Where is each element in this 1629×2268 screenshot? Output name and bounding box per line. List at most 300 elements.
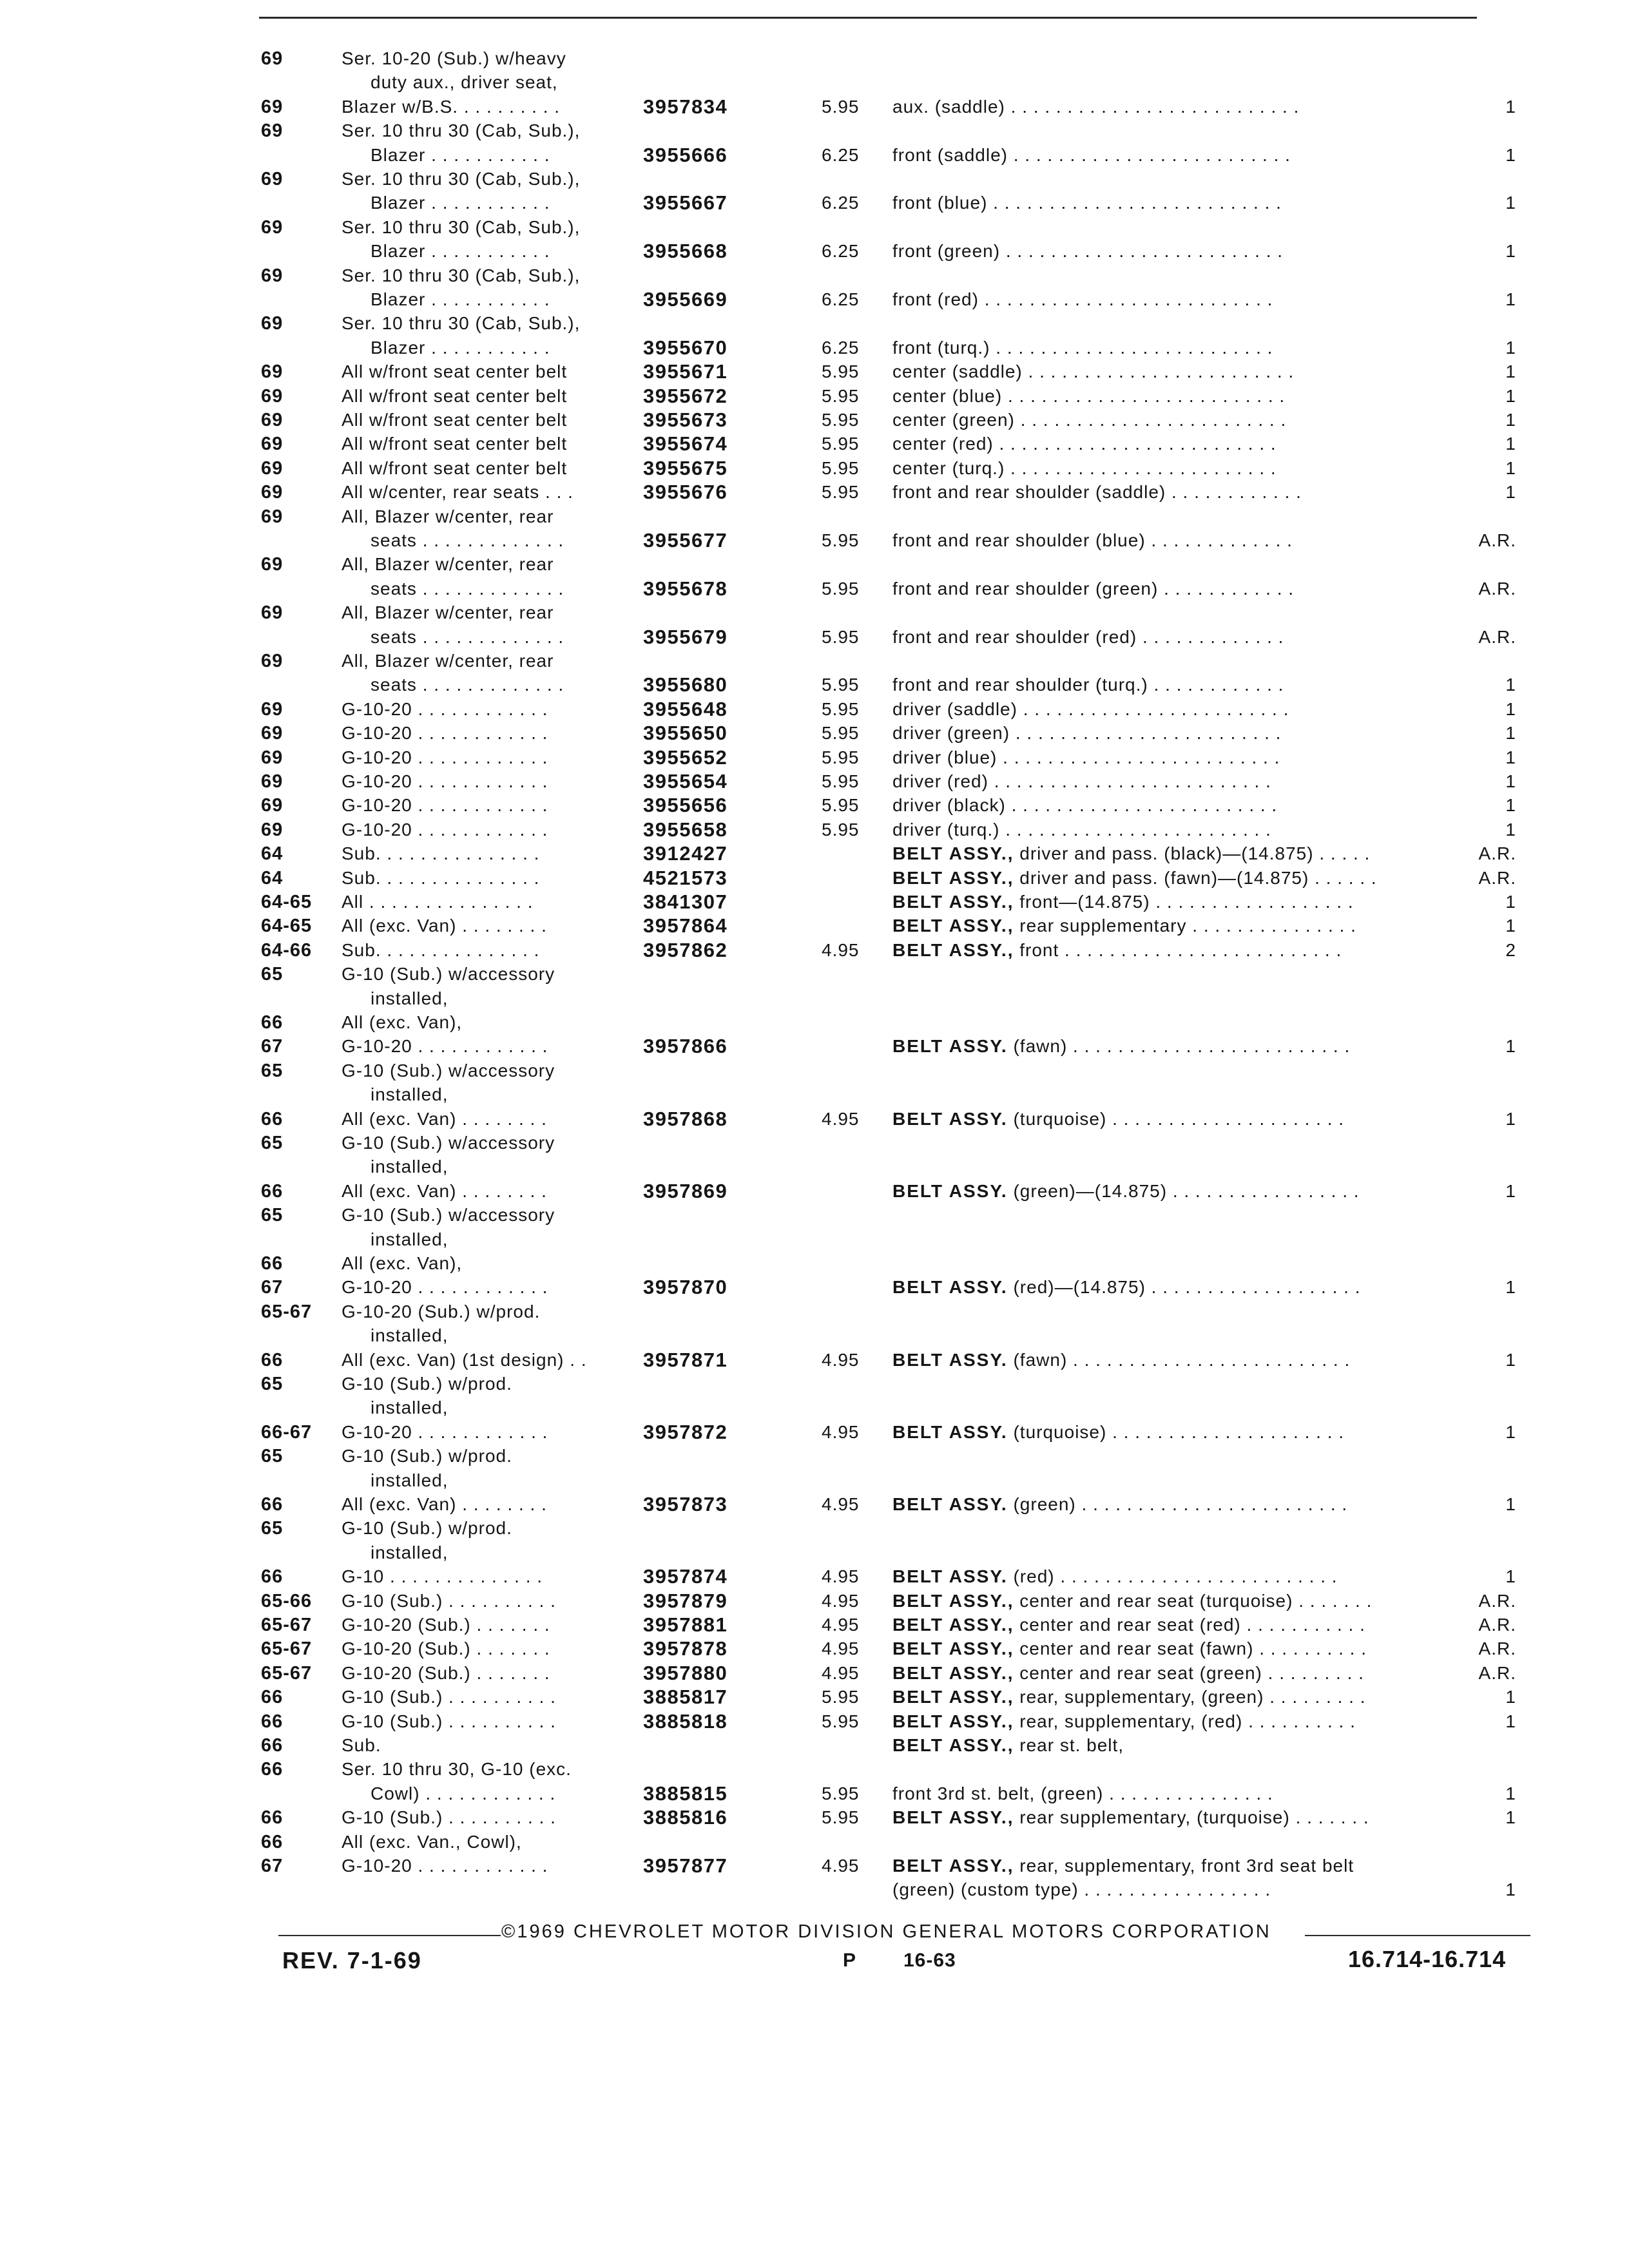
- application: All (exc. Van) . . . . . . . .: [342, 916, 547, 936]
- quantity: 1: [1505, 193, 1516, 213]
- application: G-10 (Sub.) w/accessory: [342, 1133, 555, 1153]
- description-heading: BELT ASSY.,: [892, 940, 1014, 960]
- application: Sub.: [342, 1735, 381, 1755]
- table-row: [0, 191, 1629, 215]
- part-number: 3912427: [643, 842, 728, 865]
- application: G-10 . . . . . . . . . . . . . .: [342, 1566, 543, 1586]
- application: G-10 (Sub.) w/accessory: [342, 1205, 555, 1225]
- table-row: [0, 914, 1629, 938]
- application: G-10-20 . . . . . . . . . . . .: [342, 723, 548, 743]
- table-row: [0, 1637, 1629, 1661]
- description-text: (fawn) . . . . . . . . . . . . . . . . . . . . . . . . .: [1013, 1350, 1351, 1370]
- table-row: [0, 239, 1629, 264]
- model-year: 66: [261, 1350, 284, 1370]
- quantity: A.R.: [1478, 579, 1516, 599]
- part-number: 3841307: [643, 890, 728, 913]
- quantity: 1: [1505, 892, 1516, 912]
- quantity: A.R.: [1478, 1639, 1516, 1658]
- application: G-10-20 . . . . . . . . . . . .: [342, 1277, 548, 1297]
- description-text: (turquoise) . . . . . . . . . . . . . . . . . . . . .: [1013, 1109, 1345, 1129]
- model-year: 65-67: [261, 1639, 313, 1659]
- description-text: center and rear seat (red) . . . . . . . . . . .: [1019, 1615, 1365, 1635]
- description-heading: BELT ASSY.: [892, 1277, 1008, 1297]
- application: All w/front seat center belt: [342, 458, 568, 478]
- part-number: 3955648: [643, 698, 728, 720]
- part-number: 3955658: [643, 818, 728, 841]
- table-row: [0, 1564, 1629, 1589]
- list-price: 4.95: [822, 1494, 860, 1514]
- part-number: 3955670: [643, 336, 728, 359]
- application: Sub. . . . . . . . . . . . . . .: [342, 868, 540, 888]
- table-row: [0, 866, 1629, 890]
- list-price: 5.95: [822, 386, 860, 406]
- part-number: 4521573: [643, 867, 728, 889]
- revision-date: REV. 7-1-69: [282, 1947, 422, 1974]
- description-text: driver and pass. (black)—(14.875) . . . . .: [1019, 843, 1371, 863]
- description: [892, 1492, 1347, 1517]
- description: [892, 721, 1281, 745]
- application: installed,: [371, 1157, 448, 1177]
- part-number: 3957879: [643, 1590, 728, 1612]
- part-number: 3955654: [643, 770, 728, 793]
- description: [892, 914, 1356, 938]
- list-price: 4.95: [822, 1422, 860, 1442]
- description: [892, 673, 1284, 697]
- quantity: 1: [1505, 1277, 1516, 1297]
- quantity: 1: [1505, 458, 1516, 478]
- part-number: 3957873: [643, 1493, 728, 1515]
- table-row: [0, 505, 1629, 529]
- table-row: [0, 408, 1629, 432]
- description-text: front and rear shoulder (turq.) . . . . . . . . . . . .: [892, 675, 1284, 695]
- table-row: [0, 1155, 1629, 1179]
- table-row: [0, 625, 1629, 649]
- table-row: [0, 1709, 1629, 1734]
- part-number: 3957869: [643, 1180, 728, 1202]
- table-row: [0, 841, 1629, 866]
- table-row: [0, 1059, 1629, 1083]
- description-text: driver (red) . . . . . . . . . . . . . . . . . . . . . . . . .: [892, 771, 1271, 791]
- list-price: 6.25: [822, 289, 860, 309]
- part-number: 3955672: [643, 385, 728, 407]
- model-year: 66: [261, 1735, 284, 1756]
- description-text: driver (green) . . . . . . . . . . . . . . . . . . . . . . . .: [892, 723, 1282, 743]
- list-price: 5.95: [822, 1711, 860, 1731]
- footer-rule-right: [1305, 1935, 1530, 1936]
- description-text: (green) . . . . . . . . . . . . . . . . . . . . . . . .: [1013, 1494, 1348, 1514]
- description-heading: BELT ASSY.,: [892, 1856, 1014, 1876]
- quantity: 1: [1505, 820, 1516, 840]
- quantity: 1: [1505, 482, 1516, 502]
- quantity: 1: [1505, 675, 1516, 695]
- quantity: 1: [1505, 241, 1516, 261]
- application: Ser. 10 thru 30 (Cab, Sub.),: [342, 217, 581, 237]
- description: [892, 480, 1302, 505]
- quantity: 1: [1505, 916, 1516, 936]
- application: G-10-20 . . . . . . . . . . . .: [342, 747, 548, 767]
- description-text: front (blue) . . . . . . . . . . . . . . . . . . . . . . . . . .: [892, 193, 1282, 213]
- table-row: [0, 1300, 1629, 1324]
- table-row: [0, 1010, 1629, 1035]
- quantity: 1: [1505, 97, 1516, 117]
- description-text: driver (black) . . . . . . . . . . . . . . . . . . . . . . . .: [892, 795, 1278, 815]
- application: All . . . . . . . . . . . . . . .: [342, 892, 534, 912]
- application: All, Blazer w/center, rear: [342, 602, 554, 622]
- model-year: 69: [261, 651, 284, 671]
- table-row: [0, 311, 1629, 336]
- model-year: 69: [261, 217, 284, 238]
- table-row: [0, 1589, 1629, 1613]
- model-year: 66: [261, 1807, 284, 1828]
- page-number: 16-63: [903, 1950, 956, 1971]
- description: [892, 1589, 1372, 1613]
- application: G-10-20 (Sub.) . . . . . . .: [342, 1663, 550, 1683]
- description: [892, 1854, 1354, 1878]
- table-row: [0, 360, 1629, 384]
- description-text: rear st. belt,: [1019, 1735, 1124, 1755]
- list-price: 4.95: [822, 940, 860, 960]
- list-price: 5.95: [822, 579, 860, 599]
- application: G-10-20 . . . . . . . . . . . .: [342, 820, 548, 840]
- list-price: 4.95: [822, 1350, 860, 1370]
- table-row: [0, 95, 1629, 119]
- quantity: 1: [1505, 289, 1516, 309]
- description: [892, 239, 1283, 264]
- part-number: 3957866: [643, 1035, 728, 1057]
- footer-rule-left: [278, 1935, 501, 1936]
- table-row: [0, 1854, 1629, 1878]
- model-year: 65: [261, 1133, 284, 1153]
- list-price: 4.95: [822, 1615, 860, 1635]
- list-price: 4.95: [822, 1663, 860, 1683]
- part-number: 3955656: [643, 794, 728, 816]
- list-price: 5.95: [822, 482, 860, 502]
- list-price: 4.95: [822, 1639, 860, 1658]
- description-text: front (saddle) . . . . . . . . . . . . . . . . . . . . . . . . .: [892, 145, 1291, 165]
- table-row: [0, 962, 1629, 986]
- application: G-10 (Sub.) w/accessory: [342, 1061, 555, 1081]
- application: Blazer . . . . . . . . . . .: [371, 289, 550, 309]
- quantity: A.R.: [1478, 1663, 1516, 1683]
- quantity: 1: [1505, 386, 1516, 406]
- part-number: 3955671: [643, 360, 728, 383]
- quantity: 1: [1505, 771, 1516, 791]
- description-heading: BELT ASSY.,: [892, 1615, 1014, 1635]
- description: [892, 336, 1273, 360]
- application: G-10 (Sub.) w/accessory: [342, 964, 555, 984]
- application: installed,: [371, 1398, 448, 1418]
- list-price: 5.95: [822, 1687, 860, 1707]
- model-year: 64-66: [261, 940, 313, 961]
- description: [892, 625, 1284, 649]
- application: Ser. 10-20 (Sub.) w/heavy: [342, 48, 566, 68]
- part-number: 3955675: [643, 457, 728, 479]
- description-text: center (saddle) . . . . . . . . . . . . . . . . . . . . . . . .: [892, 361, 1295, 381]
- part-number: 3957872: [643, 1421, 728, 1443]
- part-number: 3955677: [643, 529, 728, 552]
- list-price: 5.95: [822, 410, 860, 430]
- model-year: 65: [261, 964, 284, 985]
- application: G-10-20 (Sub.) . . . . . . .: [342, 1615, 550, 1635]
- quantity: 1: [1505, 1350, 1516, 1370]
- model-year: 69: [261, 313, 284, 334]
- description: [892, 1782, 1273, 1806]
- quantity: 1: [1505, 1109, 1516, 1129]
- model-year: 69: [261, 120, 284, 141]
- model-year: 69: [261, 482, 284, 503]
- table-row: [0, 1492, 1629, 1517]
- list-price: 5.95: [822, 434, 860, 454]
- application: seats . . . . . . . . . . . . .: [371, 530, 564, 550]
- description-heading: BELT ASSY.,: [892, 1807, 1014, 1827]
- part-number: 3957880: [643, 1662, 728, 1684]
- list-price: 5.95: [822, 747, 860, 767]
- description: [892, 360, 1294, 384]
- quantity: A.R.: [1478, 1591, 1516, 1611]
- description-text: (green) (custom type) . . . . . . . . . . . . . . . . .: [892, 1879, 1271, 1899]
- description: [892, 1613, 1365, 1637]
- description: [892, 577, 1294, 601]
- model-year: 66: [261, 1566, 284, 1587]
- table-row: [0, 1251, 1629, 1276]
- list-price: 5.95: [822, 97, 860, 117]
- description: [892, 1685, 1365, 1709]
- description: [892, 890, 1354, 914]
- application: G-10-20 . . . . . . . . . . . .: [342, 1422, 548, 1442]
- part-number: 3957877: [643, 1854, 728, 1877]
- application: All, Blazer w/center, rear: [342, 651, 554, 671]
- description-heading: BELT ASSY.,: [892, 1639, 1014, 1658]
- application: All w/center, rear seats . . .: [342, 482, 574, 502]
- list-price: 5.95: [822, 1807, 860, 1827]
- table-row: [0, 1227, 1629, 1252]
- table-row: [0, 1757, 1629, 1782]
- model-year: 65: [261, 1061, 284, 1081]
- table-row: [0, 1107, 1629, 1131]
- list-price: 5.95: [822, 530, 860, 550]
- model-year: 69: [261, 554, 284, 575]
- list-price: 5.95: [822, 1783, 860, 1803]
- application: All (exc. Van),: [342, 1253, 463, 1273]
- table-row: [0, 721, 1629, 745]
- application: All w/front seat center belt: [342, 434, 568, 454]
- description-text: (red)—(14.875) . . . . . . . . . . . . . . . . . . .: [1013, 1277, 1361, 1297]
- table-row: [0, 552, 1629, 577]
- model-year: 66: [261, 1181, 284, 1202]
- table-row: [0, 167, 1629, 191]
- description-heading: BELT ASSY.,: [892, 1591, 1014, 1611]
- model-year: 69: [261, 265, 284, 286]
- description: [892, 1420, 1344, 1445]
- list-price: 6.25: [822, 145, 860, 165]
- application: Blazer . . . . . . . . . . .: [371, 338, 550, 358]
- model-year: 64: [261, 843, 284, 864]
- description: [892, 384, 1285, 408]
- application: installed,: [371, 988, 448, 1008]
- table-row: [0, 1275, 1629, 1300]
- quantity: A.R.: [1478, 530, 1516, 550]
- description-text: driver (turq.) . . . . . . . . . . . . . . . . . . . . . . . .: [892, 820, 1271, 840]
- application: Blazer . . . . . . . . . . .: [371, 241, 550, 261]
- description-text: front and rear shoulder (red) . . . . . . . . . . . . .: [892, 627, 1284, 647]
- application: G-10 (Sub.) . . . . . . . . . .: [342, 1711, 556, 1731]
- description-text: rear supplementary . . . . . . . . . . . . . . .: [1019, 916, 1356, 936]
- application: installed,: [371, 1542, 448, 1562]
- application: Ser. 10 thru 30, G-10 (exc.: [342, 1759, 572, 1779]
- application: G-10-20 . . . . . . . . . . . .: [342, 771, 548, 791]
- list-price: 5.95: [822, 675, 860, 695]
- description-text: driver (saddle) . . . . . . . . . . . . . . . . . . . . . . . .: [892, 699, 1289, 719]
- table-row: [0, 1830, 1629, 1854]
- table-row: [0, 1396, 1629, 1420]
- model-year: 64: [261, 868, 284, 889]
- description: [892, 1107, 1344, 1131]
- table-row: [0, 938, 1629, 963]
- application: installed,: [371, 1470, 448, 1490]
- quantity: 1: [1505, 145, 1516, 165]
- quantity: 1: [1505, 1494, 1516, 1514]
- part-number: 3955679: [643, 626, 728, 648]
- description-heading: BELT ASSY.: [892, 1566, 1008, 1586]
- description-heading: BELT ASSY.: [892, 1422, 1008, 1442]
- application: All (exc. Van) . . . . . . . .: [342, 1109, 547, 1129]
- description-heading: BELT ASSY.,: [892, 916, 1014, 936]
- application: G-10 (Sub.) . . . . . . . . . .: [342, 1591, 556, 1611]
- application: Ser. 10 thru 30 (Cab, Sub.),: [342, 313, 581, 333]
- application: G-10-20 . . . . . . . . . . . .: [342, 795, 548, 815]
- description: [892, 1733, 1124, 1758]
- part-number: 3955674: [643, 432, 728, 455]
- table-row: [0, 1444, 1629, 1468]
- application: All, Blazer w/center, rear: [342, 506, 554, 526]
- part-number: 3955673: [643, 408, 728, 431]
- description-text: (green)—(14.875) . . . . . . . . . . . . . . . . .: [1013, 1181, 1360, 1201]
- model-year: 66: [261, 1109, 284, 1129]
- model-year: 69: [261, 48, 284, 69]
- part-number: 3955669: [643, 288, 728, 311]
- model-year: 66: [261, 1494, 284, 1515]
- description-text: rear, supplementary, (green) . . . . . . . . .: [1019, 1687, 1366, 1707]
- model-year: 69: [261, 747, 284, 768]
- list-price: 5.95: [822, 699, 860, 719]
- application: G-10 (Sub.) . . . . . . . . . .: [342, 1687, 556, 1707]
- description: [892, 1348, 1350, 1372]
- copyright-notice: ©1969 CHEVROLET MOTOR DIVISION GENERAL MOTORS CORPORATION: [501, 1921, 1271, 1942]
- model-year: 67: [261, 1856, 284, 1876]
- description-text: center and rear seat (fawn) . . . . . . . . . .: [1019, 1639, 1367, 1658]
- list-price: 5.95: [822, 458, 860, 478]
- table-row: [0, 336, 1629, 360]
- model-year: 66: [261, 1687, 284, 1707]
- model-year: 64-65: [261, 892, 313, 912]
- application: G-10 (Sub.) w/prod.: [342, 1518, 512, 1538]
- application: Ser. 10 thru 30 (Cab, Sub.),: [342, 169, 581, 189]
- description: [892, 1661, 1364, 1686]
- part-number: 3885815: [643, 1782, 728, 1805]
- model-year: 66: [261, 1832, 284, 1852]
- table-row: [0, 577, 1629, 601]
- table-row: [0, 697, 1629, 722]
- model-year: 69: [261, 169, 284, 189]
- application: installed,: [371, 1325, 448, 1345]
- model-year: 69: [261, 410, 284, 430]
- description-heading: BELT ASSY.,: [892, 1711, 1014, 1731]
- part-number: 3955652: [643, 746, 728, 769]
- table-row: [0, 119, 1629, 143]
- model-year: 69: [261, 699, 284, 720]
- description-text: center (red) . . . . . . . . . . . . . . . . . . . . . . . . .: [892, 434, 1277, 454]
- application: All (exc. Van),: [342, 1012, 463, 1032]
- description-text: driver (blue) . . . . . . . . . . . . . . . . . . . . . . . . .: [892, 747, 1280, 767]
- application: G-10-20 (Sub.) w/prod.: [342, 1302, 541, 1321]
- list-price: 4.95: [822, 1566, 860, 1586]
- description-text: center (turq.) . . . . . . . . . . . . . . . . . . . . . . . .: [892, 458, 1277, 478]
- table-row: [0, 1034, 1629, 1059]
- application: G-10 (Sub.) w/prod.: [342, 1374, 512, 1394]
- description-heading: BELT ASSY.,: [892, 843, 1014, 863]
- table-row: [0, 1733, 1629, 1758]
- model-year: 69: [261, 97, 284, 117]
- application: seats . . . . . . . . . . . . .: [371, 675, 564, 695]
- application: All (exc. Van) . . . . . . . .: [342, 1181, 547, 1201]
- part-number: 3957878: [643, 1637, 728, 1660]
- quantity: 2: [1505, 940, 1516, 960]
- table-row: [0, 264, 1629, 288]
- description: [892, 528, 1293, 553]
- model-year: 65-67: [261, 1615, 313, 1635]
- application: G-10-20 . . . . . . . . . . . .: [342, 1036, 548, 1056]
- table-row: [0, 1179, 1629, 1204]
- table-row: [0, 1782, 1629, 1806]
- table-row: [0, 793, 1629, 818]
- description-text: front—(14.875) . . . . . . . . . . . . . . . . . .: [1019, 892, 1354, 912]
- description-text: center (blue) . . . . . . . . . . . . . . . . . . . . . . . . .: [892, 386, 1286, 406]
- page-letter: P: [843, 1950, 856, 1971]
- part-number: 3957870: [643, 1276, 728, 1298]
- description-heading: BELT ASSY.,: [892, 1735, 1014, 1755]
- list-price: 5.95: [822, 723, 860, 743]
- list-price: 5.95: [822, 820, 860, 840]
- description-text: front and rear shoulder (saddle) . . . . . . . . . . . .: [892, 482, 1302, 502]
- quantity: 1: [1505, 1566, 1516, 1586]
- part-number: 3957862: [643, 939, 728, 961]
- part-number: 3955667: [643, 191, 728, 214]
- description: [892, 191, 1282, 215]
- description-text: rear, supplementary, front 3rd seat belt: [1019, 1856, 1354, 1876]
- description: [892, 938, 1342, 963]
- application: All (exc. Van) (1st design) . .: [342, 1350, 587, 1370]
- application: Blazer . . . . . . . . . . .: [371, 193, 550, 213]
- list-price: 6.25: [822, 193, 860, 213]
- description-text: center (green) . . . . . . . . . . . . . . . . . . . . . . . .: [892, 410, 1287, 430]
- application: G-10-20 (Sub.) . . . . . . .: [342, 1639, 550, 1658]
- part-number: 3957834: [643, 95, 728, 118]
- description: [892, 1034, 1350, 1059]
- quantity: 1: [1505, 410, 1516, 430]
- list-price: 5.95: [822, 627, 860, 647]
- description-heading: BELT ASSY.: [892, 1109, 1008, 1129]
- table-row: [0, 673, 1629, 697]
- quantity: 1: [1505, 1879, 1516, 1899]
- application: Sub. . . . . . . . . . . . . . .: [342, 843, 540, 863]
- list-price: 5.95: [822, 771, 860, 791]
- application: installed,: [371, 1229, 448, 1249]
- table-row: [0, 1348, 1629, 1372]
- application: All (exc. Van., Cowl),: [342, 1832, 522, 1852]
- application: seats . . . . . . . . . . . . .: [371, 579, 564, 599]
- table-row: [0, 1420, 1629, 1445]
- model-year: 69: [261, 434, 284, 454]
